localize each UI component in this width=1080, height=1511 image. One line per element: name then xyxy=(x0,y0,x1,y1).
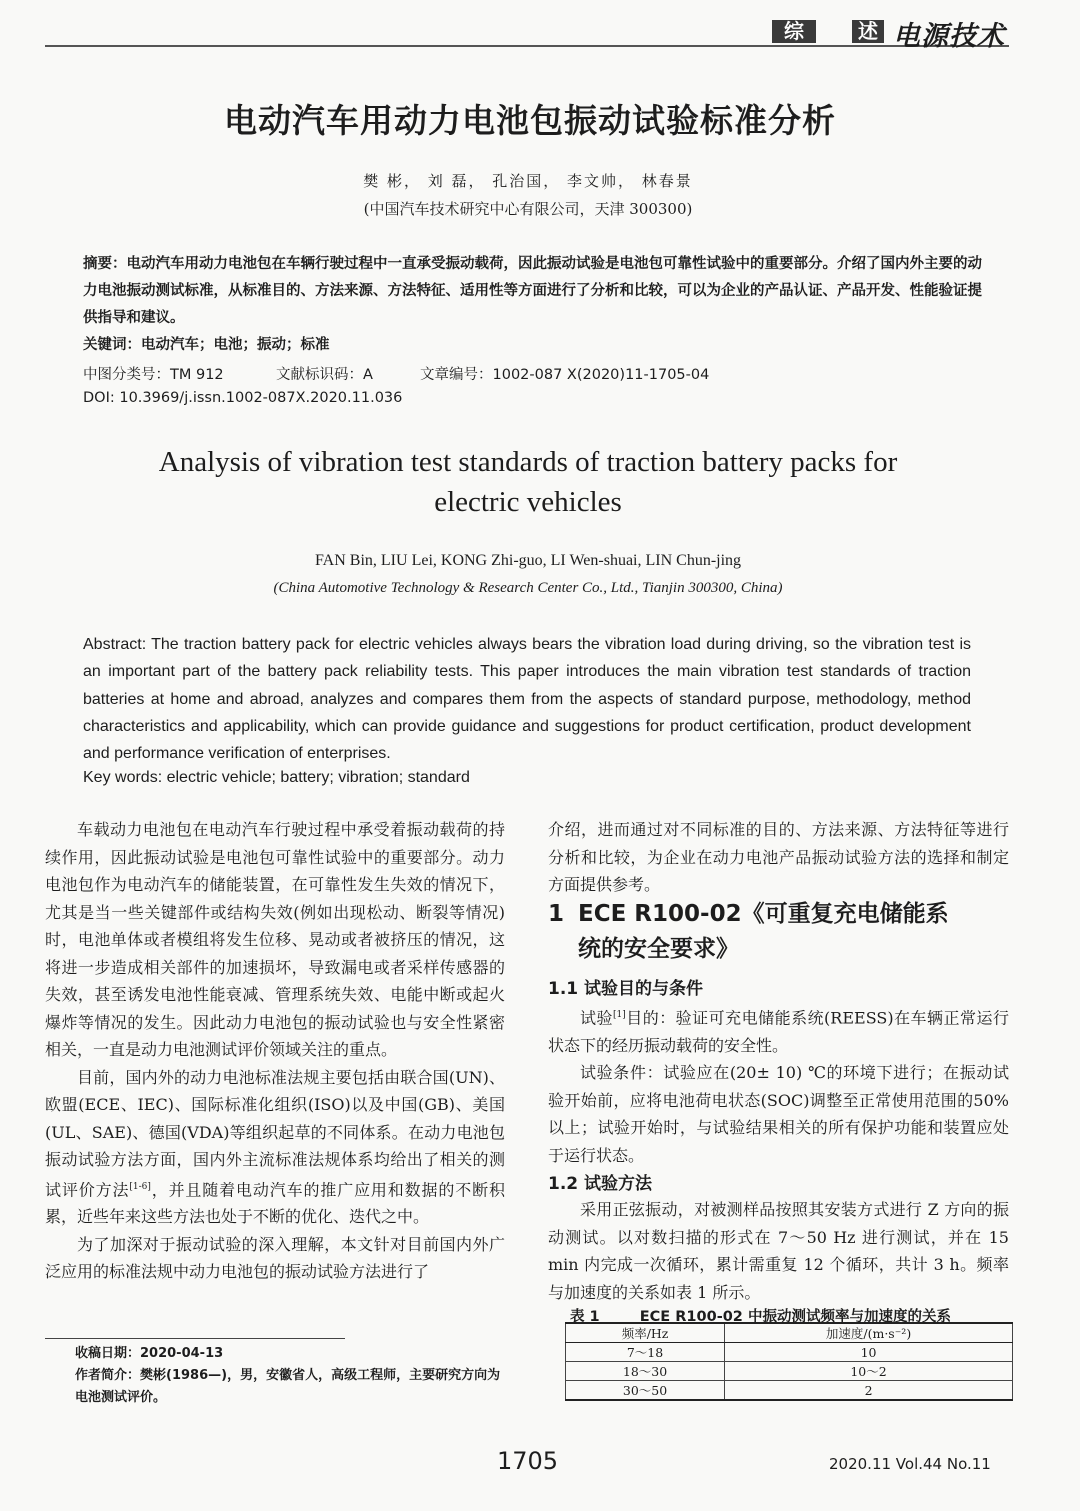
paragraph: 介绍，进而通过对不同标准的目的、方法来源、方法特征等进行分析和比较，为企业在动力电池产品振动试验方法的选择和制定方面提供参考。 xyxy=(548,820,1009,894)
table-cell: 7～18 xyxy=(566,1343,725,1362)
body-left-column xyxy=(45,816,505,1286)
abstract-cn: 摘要：电动汽车用动力电池包在车辆行驶过程中一直承受振动载荷，因此振动试验是电池包可靠性试验中的重要部分。介绍了国内外主要的动力电池振动测试标准，从标准目的、方法来源、方法特征、适用性等方面进行了分析和比较，可以为企业的产品认证、产品开发、性能验证提供指导和建议。 xyxy=(83,256,982,326)
article-number: 文章编号：1002-087 X(2020)11-1705-04 xyxy=(420,367,710,383)
table-header-cell: 频率/Hz xyxy=(566,1323,725,1343)
paragraph: 车载动力电池包在电动汽车行驶过程中承受着振动载荷的持续作用，因此振动试验是电池包可靠性试验中的重要部分。动力电池包作为电动汽车的储能装置，在可靠性发生失效的情况下，尤其是当一些关键部件或结构失效(例如出现松动、断裂等情况)时，电池单体或者模组将发生位移、晃动或者被挤压的情况，这将进一步造成相关部件的加速损坏，导致漏电或者采样传感器的失效，甚至诱发电池性能衰减、管理系统失效、电能中断或起火爆炸等情况的发生。因此动力电池包的振动试验也与安全性紧密相关，一直是动力电池测试评价领域关注的重点。 xyxy=(45,820,505,1059)
table-header-cell: 加速度/(m·s⁻²) xyxy=(725,1323,1013,1343)
table-cell: 10 xyxy=(725,1343,1013,1362)
paragraph: 采用正弦振动，对被测样品按照其安装方式进行 Z 方向的振动测试。以对数扫描的形式在 7～50 Hz 进行测试，并在 15 min 内完成一次循环，累计需重复 12 个循环，共计 3 h。频率与加速度的关系如表 1 所示。 xyxy=(548,1200,1009,1302)
title-en xyxy=(0,442,1056,522)
table-number: 表 1 xyxy=(570,1309,600,1325)
paragraph-text: 目前，国内外的动力电池标准法规主要包括由联合国(UN)、欧盟(ECE、IEC)、国际标准化组织(ISO)以及中国(GB)、美国(UL、SAE)、德国(VDA)等组织起草的不同体系。在动力电池包振动试验方法方面，国内外主流标准法规体系均给出了相关的测试评价方法 xyxy=(45,1067,505,1199)
page-number: 1705 xyxy=(497,1447,559,1475)
paragraph: 为了加深对于振动试验的深入理解，本文针对目前国内外广泛应用的标准法规中动力电池包的振动试验方法进行了 xyxy=(45,1234,505,1282)
paragraph: 试验条件：试验应在(20± 10) ℃的环境下进行；在振动试验开始前，应将电池荷电状态(SOC)调整至正常使用范围的50%以上；试验开始时，与试验结果相关的所有保护功能和装置应处于运行状态。 xyxy=(548,1063,1009,1165)
citation: [1] xyxy=(612,1010,626,1020)
table-cell: 30～50 xyxy=(566,1381,725,1401)
footnote-bio: 作者简介：樊彬(1986—)，男，安徽省人，高级工程师，主要研究方向为电池测试评价。 xyxy=(75,1368,501,1405)
section-tag-left: 综 xyxy=(772,20,816,43)
table-cell: 18～30 xyxy=(566,1362,725,1381)
affiliation-en: (China Automotive Technology & Research Center Co., Ltd., Tianjin 300300, China) xyxy=(273,580,783,596)
subsection-heading-1-2: 1.2 试验方法 xyxy=(548,1174,653,1194)
table-cell: 10～2 xyxy=(725,1362,1013,1381)
header-rule xyxy=(45,45,1009,47)
keywords-en: Key words: electric vehicle; battery; vibration; standard xyxy=(83,769,470,786)
paragraph-text: 目的：验证可充电储能系统(REESS)在车辆正常运行状态下的经历振动载荷的安全性。 xyxy=(548,1008,1009,1055)
section-title-line2: 统的安全要求》 xyxy=(578,936,739,962)
citation: [1-6] xyxy=(129,1181,151,1192)
table-title: ECE R100-02 中振动测试频率与加速度的关系 xyxy=(639,1309,951,1325)
section-number: 1 xyxy=(548,901,565,927)
issue-info: 2020.11 Vol.44 No.11 xyxy=(829,1455,991,1473)
keywords-cn: 关键词：电动汽车；电池；振动；标准 xyxy=(83,337,330,353)
authors-cn: 樊 彬， 刘 磊， 孔治国， 李文帅， 林春景 xyxy=(363,172,693,190)
table-row xyxy=(566,1381,1013,1401)
doi: DOI: 10.3969/j.issn.1002-087X.2020.11.036 xyxy=(83,390,403,406)
table-row xyxy=(566,1362,1013,1381)
section-title-line1: ECE R100-02《可重复充电储能系 xyxy=(578,901,949,927)
section-tag-right: 述 xyxy=(852,20,884,43)
paragraph xyxy=(45,1064,505,1231)
table-header-row xyxy=(566,1323,1013,1343)
table-1 xyxy=(565,1322,1013,1401)
section-heading-1 xyxy=(548,897,1014,967)
subsection-heading-1-1: 1.1 试验目的与条件 xyxy=(548,979,704,999)
footnote-received: 收稿日期：2020-04-13 xyxy=(75,1346,224,1361)
paragraph xyxy=(548,1002,1009,1059)
title-en-text: Analysis of vibration test standards of traction battery packs for electric vehicles xyxy=(158,446,898,518)
clc-number: 中图分类号：TM 912 xyxy=(83,367,224,383)
subsection-1-2-body xyxy=(548,1196,1009,1306)
paragraph-text: ，并且随着电动汽车的推广应用和数据的不断积累，近些年来这些方法也处于不断的优化、迭代之中。 xyxy=(45,1179,505,1227)
doc-code: 文献标识码：A xyxy=(276,367,373,383)
authors-en: FAN Bin, LIU Lei, KONG Zhi-guo, LI Wen-shuai, LIN Chun-jing xyxy=(314,552,742,569)
footnote-rule xyxy=(45,1338,345,1339)
affiliation-cn: (中国汽车技术研究中心有限公司，天津 300300) xyxy=(363,200,693,218)
table-cell: 2 xyxy=(725,1381,1013,1401)
title-cn: 电动汽车用动力电池包振动试验标准分析 xyxy=(224,101,836,140)
body-right-column xyxy=(548,816,1009,899)
abstract-en: Abstract: The traction battery pack for electric vehicles always bears the vibration load during driving, so the vibration test is an important part of the battery pack reliability tests. This paper introduces the main vibration test standards of traction batteries at home and abroad, analyzes and compares them from the aspects of standard purpose, methodology, method characteristics and applicability, which can provide guidance and suggestions for product certification, product development and performance verification of enterprises. xyxy=(83,636,971,763)
journal-name: 电源技术 xyxy=(893,21,1005,52)
paragraph-text: 试验 xyxy=(580,1008,613,1028)
table-row xyxy=(566,1343,1013,1362)
subsection-1-1-body xyxy=(548,1002,1009,1169)
